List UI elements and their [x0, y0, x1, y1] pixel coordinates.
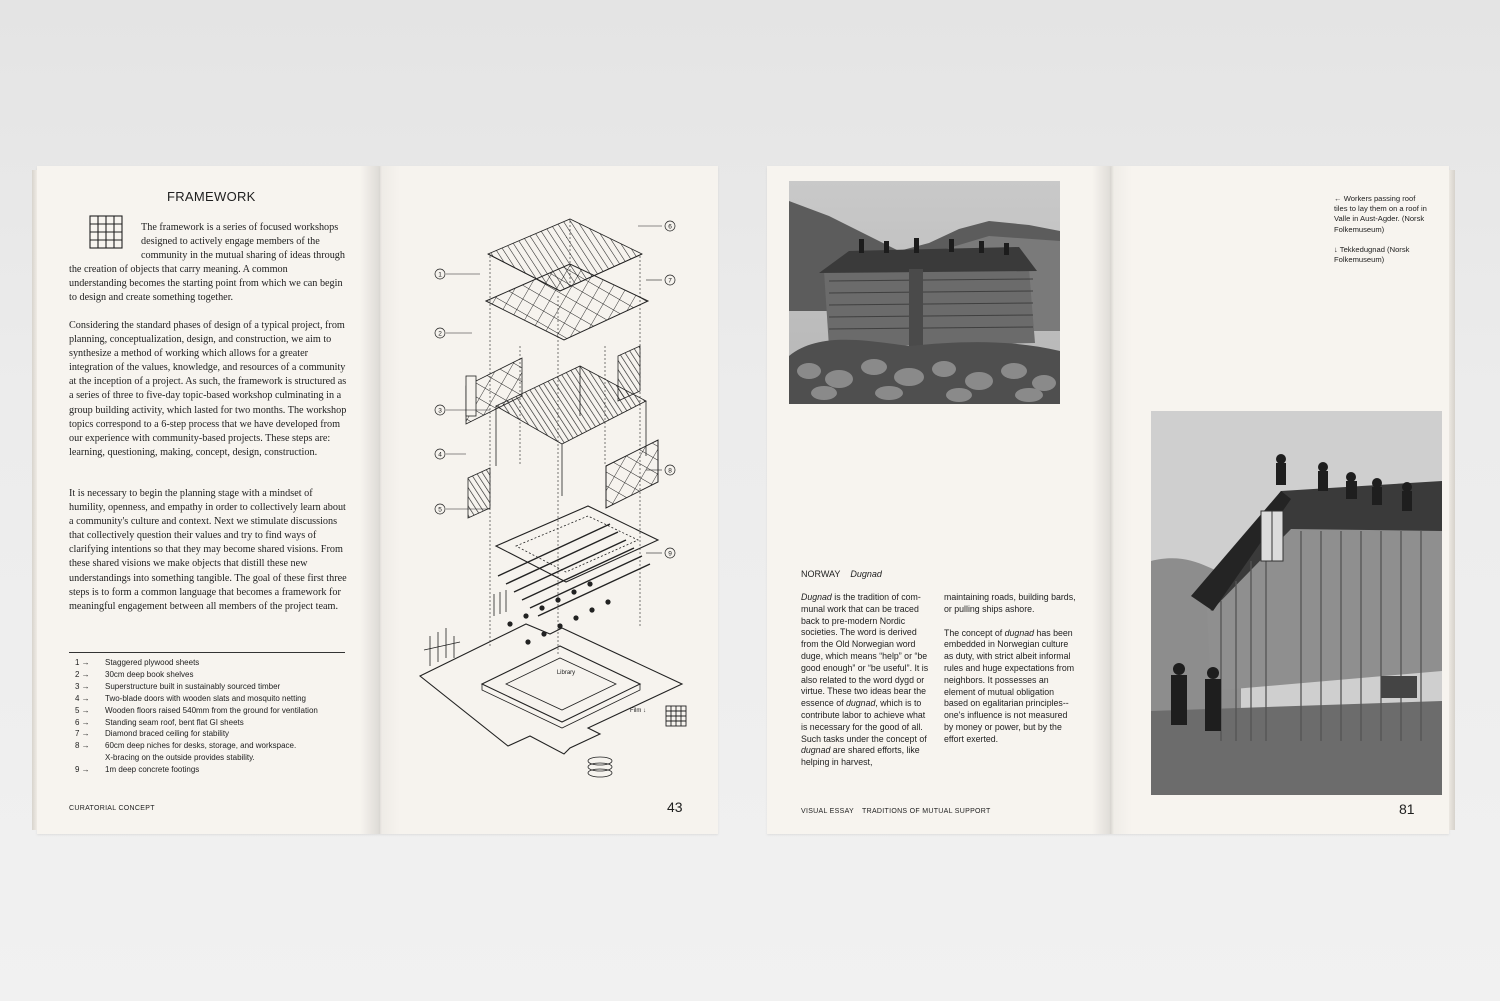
- page-curatorial-concept: [37, 166, 380, 834]
- callout-8: 8: [668, 467, 672, 475]
- callout-4: 4: [438, 451, 442, 459]
- paragraph-intro: The framework is a series of focused workshops designed to actively engage members of the community in the mutual sharing of ideas through the creation of objects that carry meaning. A common understanding becomes the starting point from which we can begin to design and create something together.: [69, 222, 345, 304]
- legend-item: 8 → 60cm deep niches for desks, storage, and workspace.: [75, 741, 297, 751]
- essay-column-2: maintaining roads, building bards, or pulling ships ashore. The concept of dugnad has been embedded in Norwegian culture as duty, with strict albeit informal rules and huge expectations from neighbors. It possesses an element of mutual obligation based on egalitarian principles--one's influence is not measured by money or power, but by the effort exerted.: [944, 592, 1076, 744]
- legend-item: 6 → Standing seam roof, bent flat GI sheets: [75, 717, 244, 727]
- legend-item: 3 → Superstructure built in sustainably sourced timber: [75, 681, 281, 691]
- page-photo: [1111, 166, 1449, 834]
- running-footer: VISUAL ESSAY TRADITIONS OF MUTUAL SUPPORT: [801, 808, 991, 815]
- page-number: 81: [1399, 801, 1415, 817]
- photo-workers-on-roof: [789, 181, 1060, 404]
- legend-item: 4 → Two-blade doors with wooden slats and mosquito netting: [75, 693, 307, 703]
- caption-2: ↓ Tekkedugnad (Norsk Folkemuseum): [1334, 244, 1410, 265]
- callout-3: 3: [438, 407, 442, 415]
- book-gutter: [360, 166, 400, 834]
- photo-tekkedugnad: [1151, 411, 1442, 795]
- callout-6: 6: [668, 223, 672, 231]
- page-axonometric-diagram: [380, 166, 718, 834]
- paragraph-planning: It is necessary to begin the planning stage with a mindset of humility, openness, and empathy in order to collectively learn about a community's culture and context. Next we stimulate discussions that collectively question their values and try to find ways of clarifying intentions so that they may become shared visions. From these shared visions we make objects that distill these new understandings into something tangible. The goal of these first three steps is to form a common language that becomes a framework for meaningful engagement between all members of the project team.: [69, 488, 347, 612]
- photo-captions: [1334, 194, 1429, 265]
- essay-heading: [801, 569, 882, 579]
- essay-column-1: Dugnad is the tradition of com-munal work that can be traced back to pre-modern Nordic societies. The word is derived from the Old Norwegian word duge, which means “help” or “be good enough” or “be useful”. It is also related to the word dygd or virtue. These two ideas bear the essence of dugnad, which is to contribute labor to achieve what is necessary for the good of all. Such tasks under the concept of dugnad are shared efforts, like helping in harvest,: [801, 592, 929, 768]
- country-label: NORWAY: [801, 569, 841, 579]
- callout-1: 1: [438, 271, 442, 279]
- page-title: FRAMEWORK: [167, 189, 256, 204]
- callout-5: 5: [438, 506, 442, 514]
- book-gutter: [1092, 166, 1132, 834]
- callout-2: 2: [438, 330, 442, 338]
- page-number: 43: [667, 799, 683, 815]
- diagram-legend: [75, 657, 375, 776]
- page-visual-essay: [767, 166, 1111, 834]
- callout-9: 9: [668, 550, 672, 558]
- term-label: Dugnad: [850, 569, 882, 579]
- caption-1: ← Workers passing roof tiles to lay them on a roof in Valle in Aust-Agder. (Norsk Folkemuseum): [1334, 194, 1427, 234]
- legend-item: 9 → 1m deep concrete footings: [75, 765, 200, 775]
- legend-item: 5 → Wooden floors raised 540mm from the ground for ventilation: [75, 705, 318, 715]
- plan-label-library: Library: [556, 670, 576, 676]
- legend-item: X-bracing on the outside provides stability.: [105, 753, 255, 763]
- legend-item: 7 → Diamond braced ceiling for stability: [75, 729, 230, 739]
- plan-label-film: Film ↓: [630, 708, 646, 714]
- running-footer: CURATORIAL CONCEPT: [69, 805, 155, 812]
- divider: [69, 652, 345, 653]
- callout-7: 7: [668, 277, 672, 285]
- legend-item: 1 → Staggered plywood sheets: [75, 658, 200, 667]
- legend-item: 2 → 30cm deep book shelves: [75, 669, 194, 679]
- exploded-axonometric-diagram: [410, 206, 710, 786]
- paragraph-phases: Considering the standard phases of design of a typical project, from planning, conceptualization, design, and construction, we aim to synthesize a method of working which allows for a greater integration of the values, knowledge, and resources of a community at the inception of a project. As such, the framework is structured as a series of three to five-day topic-based workshop culminating in a group building activity, which lasted for two months. The workshop topics correspond to a 6-step process that we have developed from our experience with community-based projects. These steps are: learning, questioning, making, concept, design, construction.: [69, 320, 347, 458]
